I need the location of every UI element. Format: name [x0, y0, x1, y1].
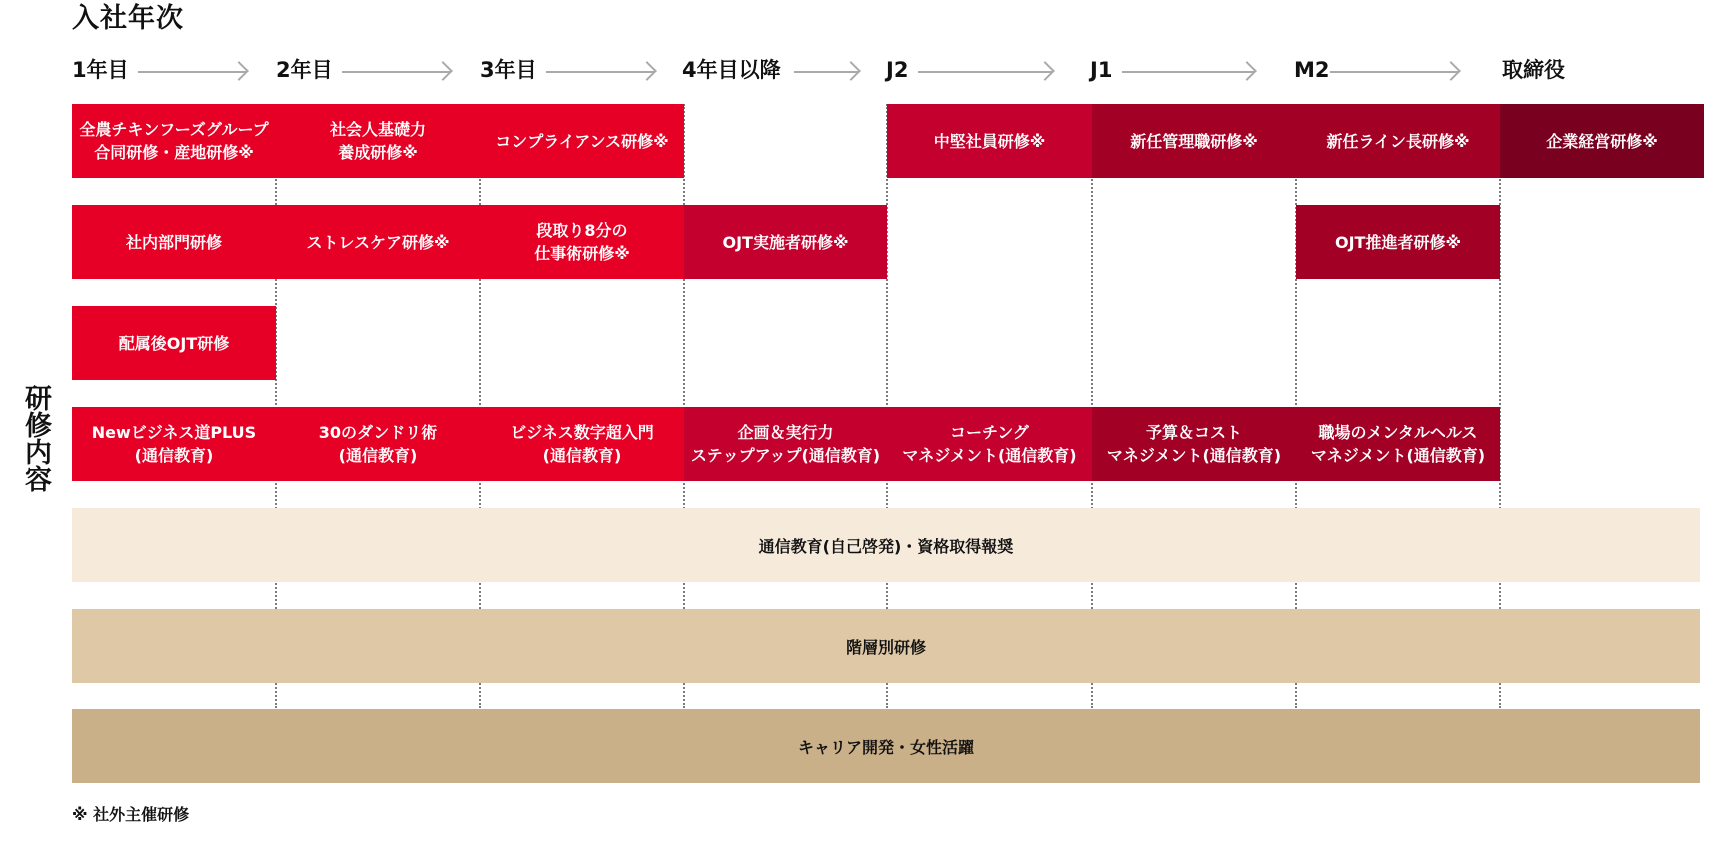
program-box: OJT実施者研修※ [684, 205, 887, 279]
program-box: 配属後OJT研修 [72, 306, 276, 380]
program-box: 社会人基礎力 養成研修※ [276, 104, 480, 178]
program-box: 新任ライン長研修※ [1296, 104, 1500, 178]
stage-arrow-icon [546, 71, 654, 73]
footnote: ※ 社外主催研修 [72, 805, 190, 824]
program-box: OJT推進者研修※ [1296, 205, 1500, 279]
side-label: 研修内容 [20, 384, 51, 492]
stage-arrow-icon [342, 71, 450, 73]
program-box: 職場のメンタルヘルス マネジメント(通信教育) [1296, 407, 1500, 481]
program-box: 新任管理職研修※ [1092, 104, 1296, 178]
stage-label: 1年目 [72, 58, 129, 82]
program-box: 段取り8分の 仕事術研修※ [480, 205, 684, 279]
stage-arrow-icon [138, 71, 246, 73]
program-box: Newビジネス道PLUS (通信教育) [72, 407, 276, 481]
program-box: 社内部門研修 [72, 205, 276, 279]
program-box: 予算＆コスト マネジメント(通信教育) [1092, 407, 1296, 481]
program-box: 中堅社員研修※ [887, 104, 1092, 178]
page-title: 入社年次 [72, 3, 184, 34]
stage-label: 2年目 [276, 58, 333, 82]
stage-label: M2 [1294, 58, 1330, 82]
stage-label: 4年目以降 [682, 58, 781, 82]
program-band: 通信教育(自己啓発)・資格取得報奨 [72, 508, 1700, 582]
stage-label: 3年目 [480, 58, 537, 82]
stage-arrow-icon [1122, 71, 1254, 73]
stage-label: J1 [1090, 58, 1113, 82]
program-box: 全農チキンフーズグループ 合同研修・産地研修※ [72, 104, 276, 178]
program-band: キャリア開発・女性活躍 [72, 709, 1700, 783]
stage-arrow-icon [794, 71, 858, 73]
stage-arrow-icon [1330, 71, 1458, 73]
program-box: ビジネス数字超入門 (通信教育) [480, 407, 684, 481]
program-box: コンプライアンス研修※ [480, 104, 684, 178]
program-box: コーチング マネジメント(通信教育) [887, 407, 1092, 481]
program-box: 30のダンドリ術 (通信教育) [276, 407, 480, 481]
program-band: 階層別研修 [72, 609, 1700, 683]
program-box: ストレスケア研修※ [276, 205, 480, 279]
stage-arrow-icon [918, 71, 1052, 73]
program-box: 企業経営研修※ [1500, 104, 1704, 178]
program-box: 企画＆実行力 ステップアップ(通信教育) [684, 407, 887, 481]
stage-label: 取締役 [1502, 58, 1565, 82]
stage-label: J2 [886, 58, 909, 82]
